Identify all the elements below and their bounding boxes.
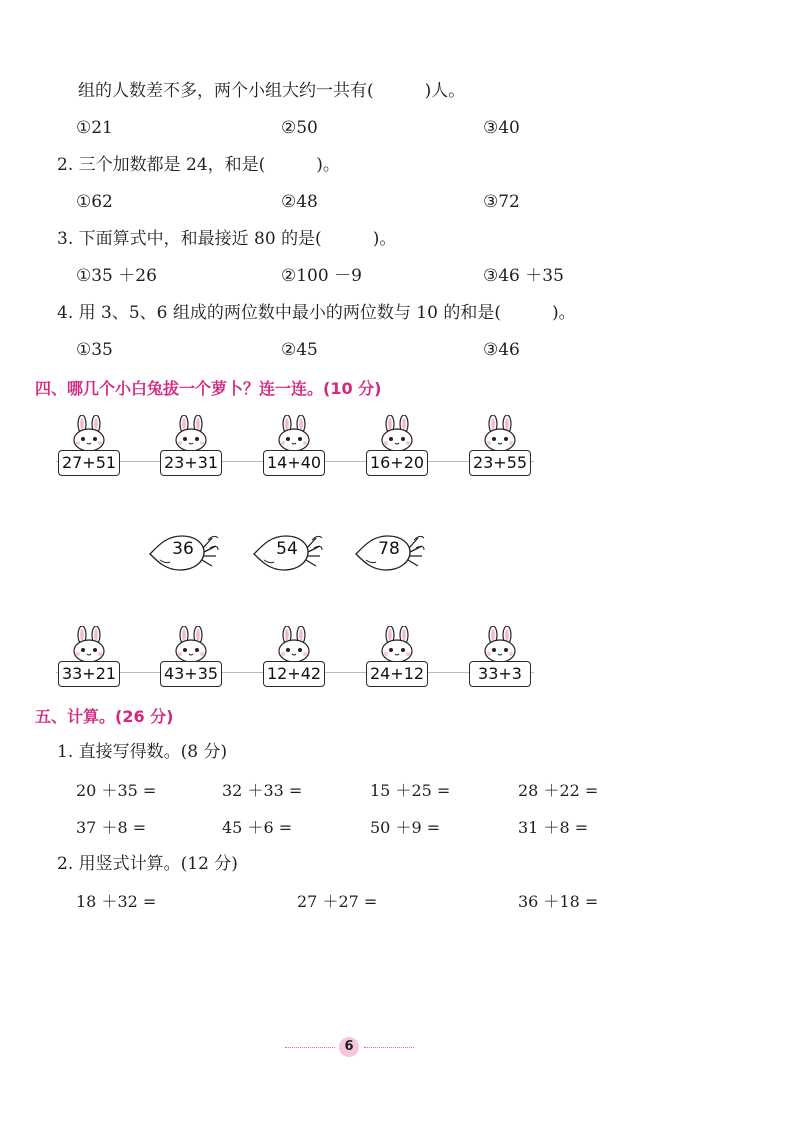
- q1-option-1: ①21: [76, 118, 113, 138]
- bunny-icon: [478, 626, 522, 666]
- q4-text: 4. 用 3、5、6 组成的两位数中最小的两位数与 10 的和是( )。: [57, 303, 576, 323]
- q2-option-3: ③72: [483, 192, 520, 212]
- calc-item: 28 ＋22 =: [518, 781, 599, 800]
- bottom-expression-box[interactable]: 24+12: [366, 661, 428, 687]
- bunny-icon: [67, 626, 111, 666]
- carrot-number: 36: [172, 539, 194, 559]
- bunny-icon: [272, 626, 316, 666]
- q3-option-1: ①35 ＋26: [76, 266, 157, 286]
- subsection1-title: 1. 直接写得数。(8 分): [57, 742, 228, 762]
- top-expression-box[interactable]: 14+40: [263, 450, 325, 476]
- calc-item: 32 ＋33 =: [222, 781, 303, 800]
- q1-text: 组的人数差不多，两个小组大约一共有( )人。: [78, 81, 466, 101]
- bunny-icon: [272, 415, 316, 455]
- calc-item: 20 ＋35 =: [76, 781, 157, 800]
- q2-option-2: ②48: [281, 192, 318, 212]
- vertical-calc-item: 27 ＋27 =: [297, 892, 378, 911]
- bunny-icon: [478, 415, 522, 455]
- calc-item: 45 ＋6 =: [222, 818, 293, 837]
- section5-title: 五、计算。(26 分): [35, 707, 174, 726]
- carrot-number: 54: [276, 539, 298, 559]
- carrot-icon[interactable]: [354, 528, 426, 576]
- bottom-expression-box[interactable]: 43+35: [160, 661, 222, 687]
- q4-option-1: ①35: [76, 340, 113, 360]
- calc-item: 15 ＋25 =: [370, 781, 451, 800]
- bunny-icon: [169, 626, 213, 666]
- q1-option-3: ③40: [483, 118, 520, 138]
- top-expression-box[interactable]: 27+51: [58, 450, 120, 476]
- carrot-icon[interactable]: [252, 528, 324, 576]
- vertical-calc-item: 18 ＋32 =: [76, 892, 157, 911]
- top-expression-box[interactable]: 16+20: [366, 450, 428, 476]
- calc-item: 37 ＋8 =: [76, 818, 147, 837]
- top-expression-box[interactable]: 23+55: [469, 450, 531, 476]
- q4-option-2: ②45: [281, 340, 318, 360]
- q1-option-2: ②50: [281, 118, 318, 138]
- carrot-icon[interactable]: [148, 528, 220, 576]
- footer-dots-left: [285, 1047, 335, 1048]
- bottom-expression-box[interactable]: 33+3: [469, 661, 531, 687]
- q3-text: 3. 下面算式中，和最接近 80 的是( )。: [57, 229, 397, 249]
- q3-option-3: ③46 ＋35: [483, 266, 564, 286]
- q4-option-3: ③46: [483, 340, 520, 360]
- bottom-expression-box[interactable]: 33+21: [58, 661, 120, 687]
- vertical-calc-item: 36 ＋18 =: [518, 892, 599, 911]
- bunny-icon: [169, 415, 213, 455]
- bunny-icon: [375, 415, 419, 455]
- bottom-expression-box[interactable]: 12+42: [263, 661, 325, 687]
- top-expression-box[interactable]: 23+31: [160, 450, 222, 476]
- footer-dots-right: [364, 1047, 414, 1048]
- q2-text: 2. 三个加数都是 24，和是( )。: [57, 155, 340, 175]
- carrot-number: 78: [378, 539, 400, 559]
- section4-title: 四、哪几个小白兔拔一个萝卜？连一连。(10 分): [35, 379, 382, 398]
- page-number: 6: [339, 1037, 359, 1057]
- calc-item: 50 ＋9 =: [370, 818, 441, 837]
- q3-option-2: ②100 －9: [281, 266, 362, 286]
- q2-option-1: ①62: [76, 192, 113, 212]
- bunny-icon: [375, 626, 419, 666]
- bunny-icon: [67, 415, 111, 455]
- subsection2-title: 2. 用竖式计算。(12 分): [57, 854, 238, 874]
- calc-item: 31 ＋8 =: [518, 818, 589, 837]
